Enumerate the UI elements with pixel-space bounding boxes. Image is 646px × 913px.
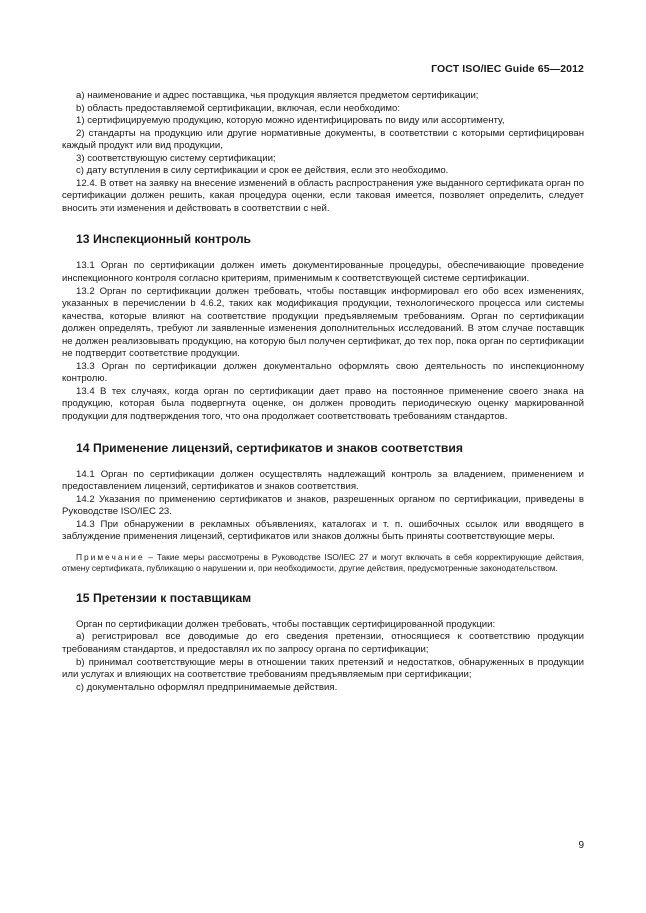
paragraph: 14.3 При обнаружении в рекламных объявлениях, каталогах и т. п. ошибочных ссылок или вводящего в заблуждение применения лицензий, сертификатов или знаков должны быть приняты соответствующие меры. — [62, 518, 584, 543]
list-item: b) область предоставляемой сертификации, включая, если необходимо: — [76, 102, 401, 114]
section-heading-15: 15 Претензии к поставщикам — [76, 590, 252, 605]
list-item: a) наименование и адрес поставщика, чья продукция является предметом сертификации; — [76, 90, 479, 101]
paragraph: 13.2 Орган по сертификации должен требовать, чтобы поставщик информировал его обо всех изменениях, указанных в перечислении b 4.6.2, таких как модификация продукции, технологического процесса или системы качества, которые влияют на соответствие продукции предъявляемым требованиям. Орган по сертификации должен определять, требуют ли заявленные изменения дополнительных исследований. В этом случае поставщик не должен реализовывать продукцию, на которую был получен сертификат, до тех пор, пока орган по сертификации не подтвердит соответствие продукции. — [62, 285, 584, 360]
section-heading-14: 14 Применение лицензий, сертификатов и знаков соответствия — [76, 440, 464, 455]
section-heading-13: 13 Инспекционный контроль — [76, 232, 252, 247]
document-header: ГОСТ ISO/IEC Guide 65—2012 — [431, 63, 584, 75]
list-item: 1) сертифицируемую продукцию, которую можно идентифицировать по виду или ассортименту, — [76, 115, 505, 127]
note-label: Примечание — [76, 551, 145, 562]
list-item: c) дату вступления в силу сертификации и срок ее действия, если это необходимо. — [76, 165, 449, 177]
page-number: 9 — [578, 840, 584, 851]
list-item: 2) стандарты на продукцию или другие нормативные документы, в соответствии с которыми сертифицирован каждый продукт или вид продукции, — [62, 127, 584, 152]
paragraph: 14.1 Орган по сертификации должен осуществлять надлежащий контроль за владением, применением и предоставлением лицензий, сертификатов и знаков соответствия. — [62, 468, 584, 493]
document-body — [62, 90, 584, 694]
list-item: 3) соответствующую систему сертификации; — [76, 152, 276, 164]
list-item: c) документально оформлял предпринимаемые действия. — [76, 681, 338, 693]
paragraph: Орган по сертификации должен требовать, чтобы поставщик сертифицированной продукции: — [76, 618, 496, 630]
paragraph: 14.2 Указания по применению сертификатов и знаков, разрешенных органом по сертификации, приведены в Руководстве ISO/IEC 23. — [62, 493, 584, 518]
paragraph: 13.4 В тех случаях, когда орган по сертификации дает право на постоянное применение своего знака на продукцию, которая была подвергнута оценке, он должен проводить периодическую оценку маркированной продукции для подтверждения того, что она продолжает соответствовать требованиям стандартов. — [62, 385, 584, 423]
paragraph: 12.4. В ответ на заявку на внесение изменений в область распространения уже выданного сертификата орган по сертификации должен решить, какая процедура оценки, если таковая имеется, позволяет определить, следует вносить эти изменения и действовать в соответствии с ней. — [62, 177, 584, 214]
note-text: – Такие меры рассмотрены в Руководстве ISO/IEC 27 и могут включать в себя корректирующие действия, отмену сертификата, публикацию о нарушении и, при необходимости, другие действия, предусмотренные законодательством. — [62, 551, 584, 573]
list-item: a) регистрировал все доводимые до его сведения претензии, относящиеся к соответствию продукции требованиям стандартов, и предоставлял их по запросу органа по сертификации; — [62, 631, 584, 655]
note — [62, 552, 584, 574]
paragraph: 13.1 Орган по сертификации должен иметь документированные процедуры, обеспечивающие проведение инспекционного контроля согласно критериям, применимым к соответствующей системе сертификации. — [62, 260, 584, 285]
paragraph: 13.3 Орган по сертификации должен документально оформлять свою деятельность по инспекционному контролю. — [62, 360, 584, 385]
list-item: b) принимал соответствующие меры в отношении таких претензий и недостатков, обнаруженных в продукции или услугах и влияющих на соответствие требованиям предъявляемым при сертификации; — [62, 656, 584, 681]
